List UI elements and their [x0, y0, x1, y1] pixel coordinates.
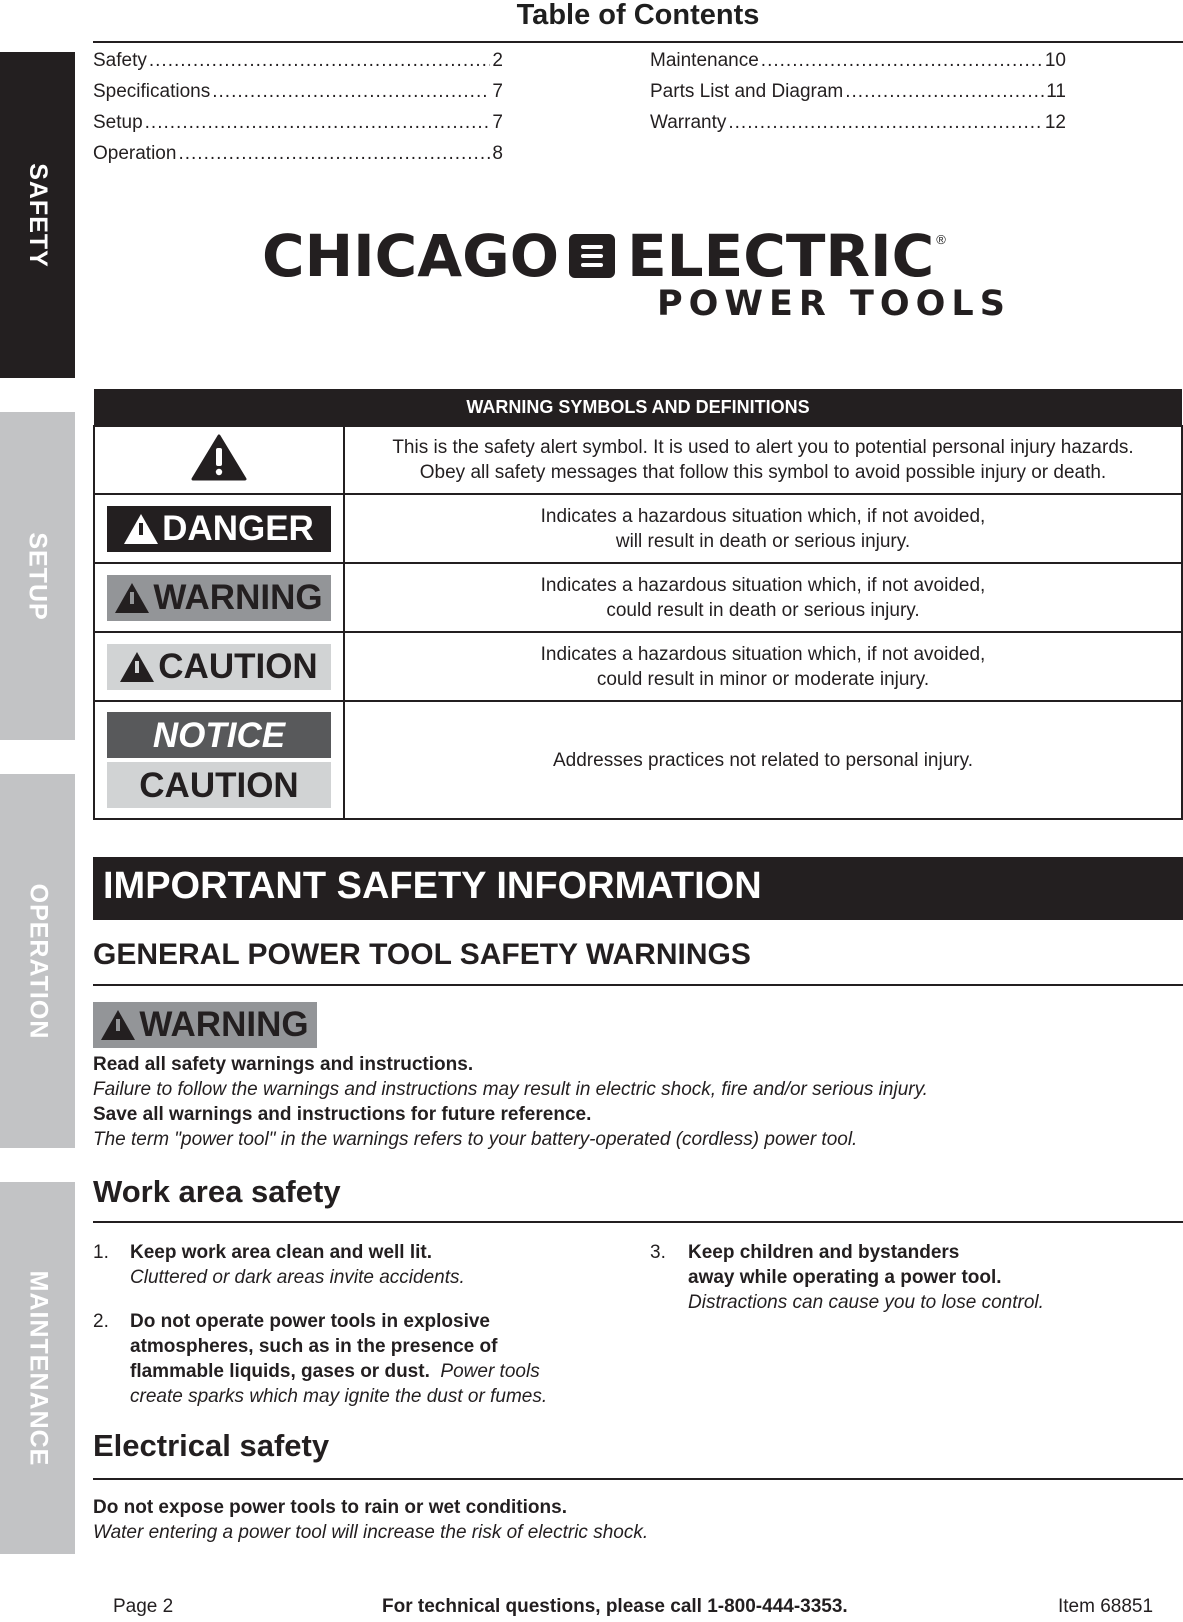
signal-word: CAUTION [158, 647, 318, 686]
toc-right-column [650, 50, 1066, 143]
list-italic-text: create sparks which may ignite the dust or fumes. [130, 1386, 548, 1407]
symbol-cell [94, 426, 344, 494]
list-italic-text: Power tools [440, 1361, 540, 1382]
list-number: 3. [650, 1242, 666, 1263]
warning-table-header: WARNING SYMBOLS AND DEFINITIONS [94, 389, 1182, 426]
alert-triangle-icon [120, 652, 154, 682]
list-number: 1. [93, 1242, 109, 1263]
section-rule [93, 1221, 1183, 1223]
definition-line: will result in death or serious injury. [615, 530, 911, 552]
toc-page: 2 [492, 50, 503, 71]
shock-risk-text: Water entering a power tool will increase the risk of electric shock. [93, 1522, 649, 1543]
failure-consequence-text: Failure to follow the warnings and instructions may result in electric shock, fire and/or serious injury. [93, 1079, 928, 1100]
toc-page: 7 [492, 112, 503, 133]
warning-label [107, 575, 331, 621]
work-area-list-left [93, 1240, 613, 1409]
toc-dots [145, 112, 491, 134]
section-rule [93, 984, 1183, 986]
rain-warning-text: Do not expose power tools to rain or wet conditions. [93, 1497, 567, 1518]
toc-page: 7 [492, 81, 503, 102]
list-item [93, 1240, 613, 1290]
toc-label: Specifications [93, 81, 211, 102]
signal-word: DANGER [162, 509, 314, 548]
brand-logo [262, 222, 946, 290]
toc-page: 10 [1044, 50, 1066, 71]
definition-line: Indicates a hazardous situation which, if not avoided, [540, 574, 986, 596]
side-tab-label: SETUP [24, 531, 53, 621]
toc-label: Maintenance [650, 50, 759, 71]
definition-cell [344, 426, 1182, 494]
side-tab-label: MAINTENANCE [24, 1270, 52, 1466]
toc-entry-maintenance[interactable] [650, 50, 1066, 81]
list-bold-text: Keep work area clean and well lit. [130, 1242, 433, 1263]
warning-label [93, 1002, 317, 1048]
work-area-list-right [650, 1240, 1170, 1315]
toc-entry-specifications[interactable] [93, 81, 503, 112]
definition-cell: Addresses practices not related to personal injury. [344, 701, 1182, 819]
electrical-safety-heading: Electrical safety [93, 1428, 330, 1463]
list-bold-text: away while operating a power tool. [688, 1267, 1002, 1288]
definition-cell [344, 632, 1182, 701]
general-safety-heading: GENERAL POWER TOOL SAFETY WARNINGS [93, 938, 751, 971]
danger-label [107, 506, 331, 552]
toc-page: 8 [492, 143, 503, 164]
toc-dots [761, 50, 1043, 72]
symbol-cell [94, 563, 344, 632]
warning-row-warning [94, 563, 1182, 632]
logo-subtitle: POWER TOOLS [657, 284, 1011, 324]
definition-line: could result in minor or moderate injury. [596, 668, 930, 690]
logo-registered-mark: ® [936, 232, 946, 247]
list-italic-text: Distractions can cause you to lose control. [688, 1292, 1044, 1313]
definition-line: could result in death or serious injury. [606, 599, 920, 621]
list-italic-text: Cluttered or dark areas invite accidents. [130, 1267, 465, 1288]
important-safety-heading: IMPORTANT SAFETY INFORMATION [93, 857, 1183, 920]
definition-cell [344, 494, 1182, 563]
toc-label: Operation [93, 143, 177, 164]
toc-dots [728, 112, 1042, 134]
general-warning-text [93, 1052, 928, 1152]
alert-triangle-icon [124, 514, 158, 544]
toc-label: Setup [93, 112, 143, 133]
save-instructions-text: Save all warnings and instructions for future reference. [93, 1104, 592, 1125]
caution-label [107, 644, 331, 690]
toc-entry-parts-list[interactable] [650, 81, 1066, 112]
toc-dots [845, 81, 1044, 103]
logo-word-chicago: CHICAGO [262, 222, 560, 290]
symbol-cell [94, 701, 344, 819]
list-item [650, 1240, 1170, 1315]
electrical-safety-text [93, 1495, 648, 1545]
toc-dots [178, 143, 490, 165]
symbol-cell [94, 632, 344, 701]
toc-entry-setup[interactable] [93, 112, 503, 143]
list-item [93, 1309, 613, 1409]
definition-line: Indicates a hazardous situation which, if not avoided, [540, 505, 986, 527]
footer-page-number: Page 2 [113, 1596, 174, 1617]
side-tab-maintenance[interactable] [0, 1182, 75, 1554]
safety-alert-icon [191, 433, 247, 481]
side-tab-setup[interactable] [0, 412, 75, 740]
footer-tech-support: For technical questions, please call 1-800-444-3353. [382, 1596, 848, 1617]
section-rule [93, 1478, 1183, 1480]
warning-symbols-table [93, 389, 1183, 820]
read-instructions-text: Read all safety warnings and instructions. [93, 1054, 474, 1075]
list-bold-text: Keep children and bystanders [688, 1242, 960, 1263]
side-tab-safety[interactable] [0, 52, 75, 378]
toc-entry-operation[interactable] [93, 143, 503, 174]
side-tab-label: OPERATION [24, 883, 53, 1039]
signal-word: WARNING [153, 578, 323, 617]
notice-label: NOTICE [107, 712, 331, 758]
warning-row-danger [94, 494, 1182, 563]
power-tool-term-text: The term "power tool" in the warnings refers to your battery-operated (cordless) power tool. [93, 1129, 858, 1150]
definition-line: This is the safety alert symbol. It is used to alert you to potential personal injury hazards. [392, 437, 1134, 458]
symbol-cell [94, 494, 344, 563]
alert-triangle-icon [101, 1010, 135, 1040]
toc-label: Parts List and Diagram [650, 81, 844, 102]
list-bold-text: flammable liquids, gases or dust. [130, 1361, 430, 1382]
list-bold-text: Do not operate power tools in explosive [130, 1311, 490, 1332]
caution-no-symbol-label: CAUTION [107, 762, 331, 808]
toc-dots [149, 50, 491, 72]
logo-badge-icon [569, 234, 615, 278]
toc-label: Warranty [650, 112, 727, 133]
warning-row-notice [94, 701, 1182, 819]
alert-triangle-icon [115, 583, 149, 613]
toc-title: Table of Contents [516, 0, 760, 31]
toc-dots [212, 81, 490, 103]
toc-rule [93, 41, 1183, 43]
work-area-heading: Work area safety [93, 1174, 341, 1209]
definition-cell [344, 563, 1182, 632]
footer-item-number: Item 68851 [1058, 1596, 1154, 1617]
toc-page: 11 [1046, 81, 1066, 102]
side-tab-label: SAFETY [24, 162, 52, 268]
definition-line: Obey all safety messages that follow this symbol to avoid possible injury or death. [419, 462, 1107, 483]
signal-word: WARNING [139, 1005, 309, 1044]
list-bold-text: atmospheres, such as in the presence of [130, 1336, 498, 1357]
warning-signal-box [93, 1002, 317, 1048]
toc-entry-safety[interactable] [93, 50, 503, 81]
toc-left-column [93, 50, 503, 174]
side-tab-operation[interactable] [0, 774, 75, 1148]
definition-line: Indicates a hazardous situation which, if not avoided, [540, 643, 986, 665]
toc-page: 12 [1044, 112, 1066, 133]
warning-row-caution [94, 632, 1182, 701]
logo-word-electric: ELECTRIC [627, 222, 935, 290]
warning-row-alert [94, 426, 1182, 494]
toc-label: Safety [93, 50, 147, 71]
list-number: 2. [93, 1311, 109, 1332]
toc-entry-warranty[interactable] [650, 112, 1066, 143]
